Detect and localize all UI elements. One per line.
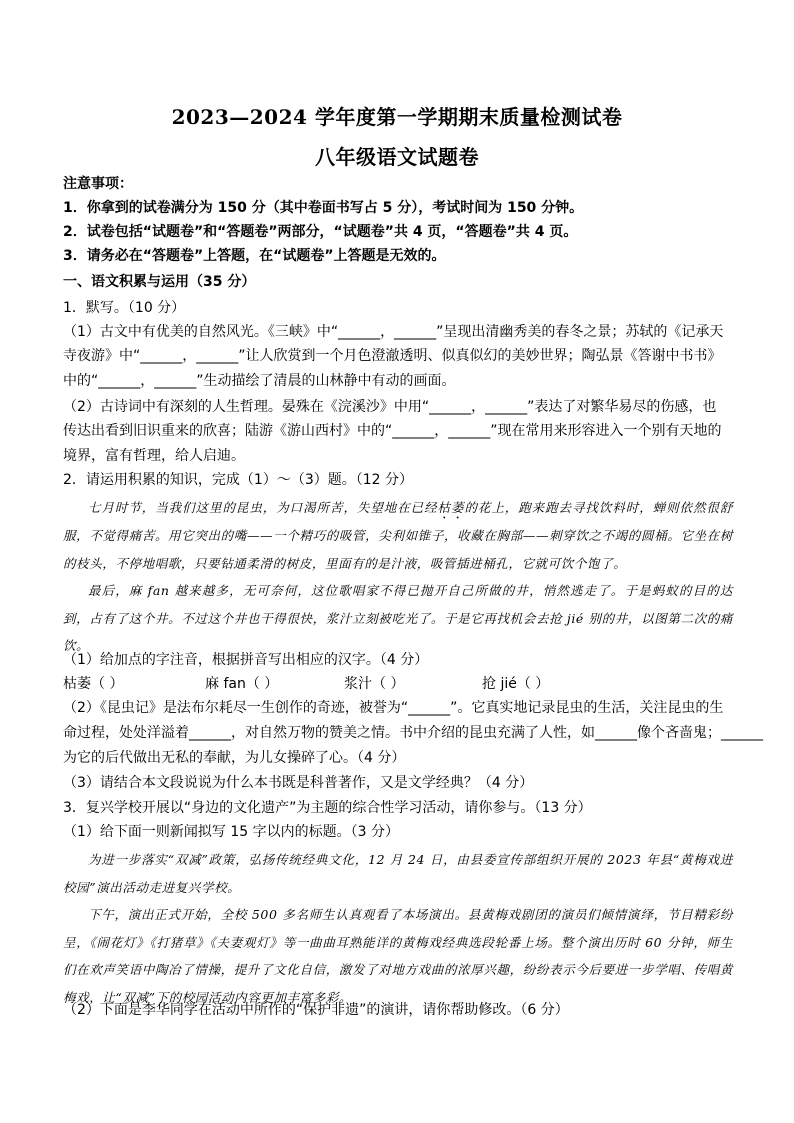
q1-line: 寺夜游》中“______，______”让人欣赏到一个月色澄澈透明、似真似幻的美妙世界；陶弘景《答谢中书书》: [63, 348, 722, 364]
q2-passage: [63, 494, 733, 660]
q2-sub2-line: 为它的后代做出无私的奉献，为儿女操碎了心。（4 分）: [63, 750, 406, 766]
q2-sub2-line: 命过程，处处洋溢着______，对自然万物的赞美之情。书中介绍的昆虫充满了人性，如______像个吝啬鬼；______: [63, 725, 763, 741]
q3-sub1-stem: （1）给下面一则新闻拟写 15 字以内的标题。（3 分）: [63, 824, 399, 840]
q3-news: [63, 846, 733, 1011]
q1-line: 境界，富有哲理，给人启迪。: [63, 448, 245, 464]
note-item-3: 3．请务必在“答题卷”上答题，在“试题卷”上答题是无效的。: [63, 248, 446, 264]
q1-stem: 1．默写。（10 分）: [63, 300, 186, 316]
passage-paragraph: 最后，麻 fan 越来越多，无可奈何，这位歌唱家不得已抛开自己所做的井，悄然逃走了。于是蚂蚁的目的达到，占有了这个井。不过这个井也干得很快，浆汁立刻被吃光了。于是它再找机会去抢 jié 别的井，以图第二次的痛饮。: [63, 583, 733, 653]
news-paragraph: 为进一步落实“双减”政策，弘扬传统经典文化，12 月 24 日，由县委宣传部组织开展的 2023 年县“黄梅戏进校园”演出活动走进复兴学校。: [63, 852, 733, 895]
q1-line: （2）古诗词中有深刻的人生哲理。晏殊在《浣溪沙》中用“______，______”表达了对繁华易尽的伤感，也: [63, 399, 717, 415]
note-item-2: 2．试卷包括“试题卷”和“答题卷”两部分，“试题卷”共 4 页，“答题卷”共 4 页。: [63, 224, 578, 240]
passage-paragraph: 七月时节，当我们这里的昆虫，为口渴所苦，失望地在已经枯萎的花上，跑来跑去寻找饮料时，蝉则依然很舒服，不觉得痛苦。用它突出的嘴——一个精巧的吸管，尖利如锥子，收藏在胸部——刺穿饮之不竭的圆桶。它坐在树的枝头，不停地唱歌，只要钻通柔滑的树皮，里面有的是汁液，吸管插进桶孔，它就可饮个饱了。: [63, 500, 733, 571]
q2-sub3: （3）请结合本文段说说为什么本书既是科普著作，又是文学经典？（4 分）: [63, 775, 534, 791]
q1-line: 中的“______，______”生动描绘了清晨的山林静中有动的画面。: [63, 373, 456, 389]
q2-stem: 2．请运用积累的知识，完成（1）～（3）题。（12 分）: [63, 472, 413, 488]
pinyin-item: 枯萎（ ）: [63, 676, 124, 692]
q2-sub1-stem: （1）给加点的字注音，根据拼音写出相应的汉字。（4 分）: [63, 652, 429, 668]
pinyin-item: 浆汁（ ）: [344, 676, 405, 692]
exam-title: 2023—2024 学年度第一学期期末质量检测试卷: [171, 105, 623, 129]
q3-sub2-stem: （2）下面是李华同学在活动中所作的“保护非遗”的演讲，请你帮助修改。（6 分）: [63, 1002, 569, 1018]
q2-sub2-line: （2）《昆虫记》是法布尔耗尽一生创作的奇迹，被誉为“______”。它真实地记录昆虫的生活，关注昆虫的生: [63, 700, 724, 716]
q1-line: （1）古文中有优美的自然风光。《三峡》中“______，______”呈现出清幽秀美的春冬之景；苏轼的《记承天: [63, 324, 724, 340]
pinyin-item: 抢 jié（ ）: [482, 676, 550, 692]
news-paragraph: 下午，演出正式开始，全校 500 多名师生认真观看了本场演出。县黄梅戏剧团的演员们倾情演绎，节目精彩纷呈，《闹花灯》《打猪草》《夫妻观灯》等一曲曲耳熟能详的黄梅戏经典选段轮番上场。整个演出历时 60 分钟，师生们在欢声笑语中陶冶了情操，提升了文化自信，激发了对地方戏曲的浓厚兴趣，纷纷表示今后要进一步学唱、传唱黄梅戏，让“双减”下的校园活动内容更加丰富多彩。: [63, 907, 733, 1005]
q1-line: 传达出看到旧识重来的欣喜；陆游《游山西村》中的“______，______”现在常用来形容进入一个别有天地的: [63, 423, 722, 439]
note-item-1: 1．你拿到的试卷满分为 150 分（其中卷面书写占 5 分），考试时间为 150 分钟。: [63, 200, 584, 216]
exam-subtitle: 八年级语文试题卷: [315, 145, 479, 169]
notes-heading: 注意事项：: [63, 176, 133, 192]
section-heading: 一、语文积累与运用（35 分）: [63, 274, 256, 290]
q3-stem: 3．复兴学校开展以“身边的文化遗产”为主题的综合性学习活动，请你参与。（13 分）: [63, 800, 592, 816]
dotted-word: 枯萎: [437, 500, 465, 515]
pinyin-item: 麻 fan（ ）: [205, 676, 279, 692]
